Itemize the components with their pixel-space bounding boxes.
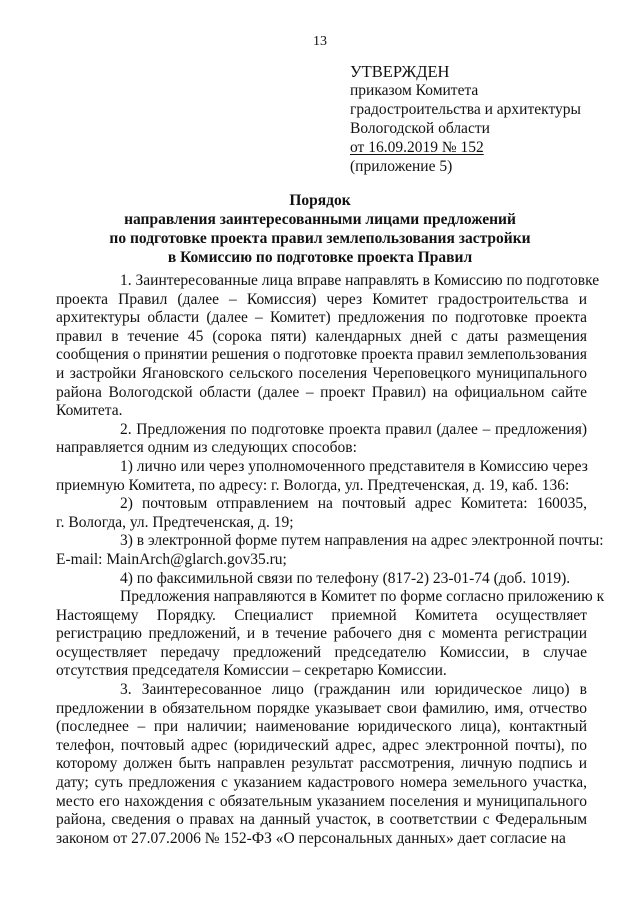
document-title [40, 191, 600, 267]
paragraph-line: Настоящему Порядку. Специалист приемной Комитета осуществляет [56, 606, 587, 624]
paragraph-line: сообщения о принятии решения о подготовке проекта правил землепользования [56, 346, 587, 364]
paragraph-line: 4) по факсимильной связи по телефону (817-2) 23-01-74 (доб. 1019). [120, 569, 571, 587]
paragraph [56, 570, 587, 589]
paragraph [56, 272, 600, 421]
paragraph-line: (последнее – при наличии; наименование юридического лица), контактный [56, 718, 587, 736]
paragraph-line: 3) в электронной форме путем направления на адрес электронной почты: [120, 532, 604, 550]
paragraph-line: района Вологодской области (далее – проект Правил) на официальном сайте [56, 383, 587, 401]
paragraph-line: Комитета. [56, 402, 123, 420]
paragraph-line: отсутствия председателя Комиссии – секретарю Комиссии. [56, 662, 447, 680]
paragraph-line: 2. Предложения по подготовке проекта правил (далее – предложения) [120, 420, 587, 438]
approval-line-2: градостроительства и архитектуры [350, 101, 581, 118]
paragraph [56, 495, 587, 532]
paragraph [56, 532, 604, 569]
paragraph-line: место его нахождения с обязательным указанием поселения и муниципального [56, 792, 587, 810]
paragraph [56, 588, 605, 681]
paragraph-line: предложении в обязательном порядке указывает свои фамилию, имя, отчество [56, 699, 587, 717]
paragraph-line: приемную Комитета, по адресу: г. Вологда, ул. Предтеченская, д. 19, каб. 136: [56, 476, 570, 494]
title-line-3: по подготовке проекта правил землепользования застройки [109, 230, 531, 247]
paragraph-line: 2) почтовым отправлением на почтовый адрес Комитета: 160035, [120, 495, 587, 513]
paragraph-line: правил в течение 45 (сорока пяти) календарных дней с даты размещения [56, 327, 587, 345]
title-line-2: направления заинтересованными лицами предложений [124, 211, 516, 228]
paragraph-line: E-mail: MainArch@glarch.gov35.ru; [56, 550, 287, 568]
paragraph-line: проекта Правил (далее – Комиссия) через Комитет градостроительства и [56, 290, 587, 308]
approval-stamp-block [350, 62, 620, 176]
paragraph-line: Предложения направляются в Комитет по форме согласно приложению к [120, 588, 605, 606]
approval-heading: УТВЕРЖДЕН [350, 62, 450, 81]
paragraph-line: которому должен быть направлен результат рассмотрения, личную подпись и [56, 755, 587, 773]
paragraph-line: архитектуры области (далее – Комитет) предложения по подготовке проекта [56, 309, 587, 327]
paragraph [56, 681, 587, 848]
approval-order-date-number: от 16.09.2019 № 152 [350, 139, 484, 156]
paragraph-line: дату; суть предложения с указанием кадастрового номера земельного участка, [56, 774, 587, 792]
paragraph-line: направляется одним из следующих способов: [56, 439, 357, 457]
paragraph-line: района, сведения о правах на данный участок, в соответствии с Федеральным [56, 811, 587, 829]
paragraph-line: осуществляет передачу предложений председателю Комиссии, в случае [56, 643, 587, 661]
page-number: 13 [313, 34, 327, 49]
paragraph-line: г. Вологда, ул. Предтеченская, д. 19; [56, 513, 294, 531]
title-line-4: в Комиссию по подготовке проекта Правил [167, 249, 473, 266]
paragraph [56, 458, 587, 495]
paragraph-line: 1. Заинтересованные лица вправе направлять в Комиссию по подготовке [120, 272, 600, 289]
document-body [56, 272, 605, 848]
approval-line-1: приказом Комитета [350, 82, 479, 99]
paragraph-line: и застройки Ягановского сельского поселения Череповецкого муниципального [56, 364, 587, 382]
paragraph-line: телефон, почтовый адрес (юридический адрес, адрес электронной почты), по [56, 736, 587, 754]
paragraph-line: законом от 27.07.2006 № 152-ФЗ «О персональных данных» дает согласие на [56, 829, 566, 847]
approval-appendix-note: (приложение 5) [350, 158, 453, 175]
paragraph-line: 1) лично или через уполномоченного представителя в Комиссию через [120, 457, 588, 475]
paragraph-line: регистрацию предложений, и в течение рабочего дня с момента регистрации [56, 625, 587, 643]
paragraph-line: 3. Заинтересованное лицо (гражданин или юридическое лицо) в [120, 681, 587, 699]
approval-line-3: Вологодской области [350, 120, 490, 137]
title-line-1: Порядок [289, 192, 351, 209]
paragraph [56, 421, 587, 458]
